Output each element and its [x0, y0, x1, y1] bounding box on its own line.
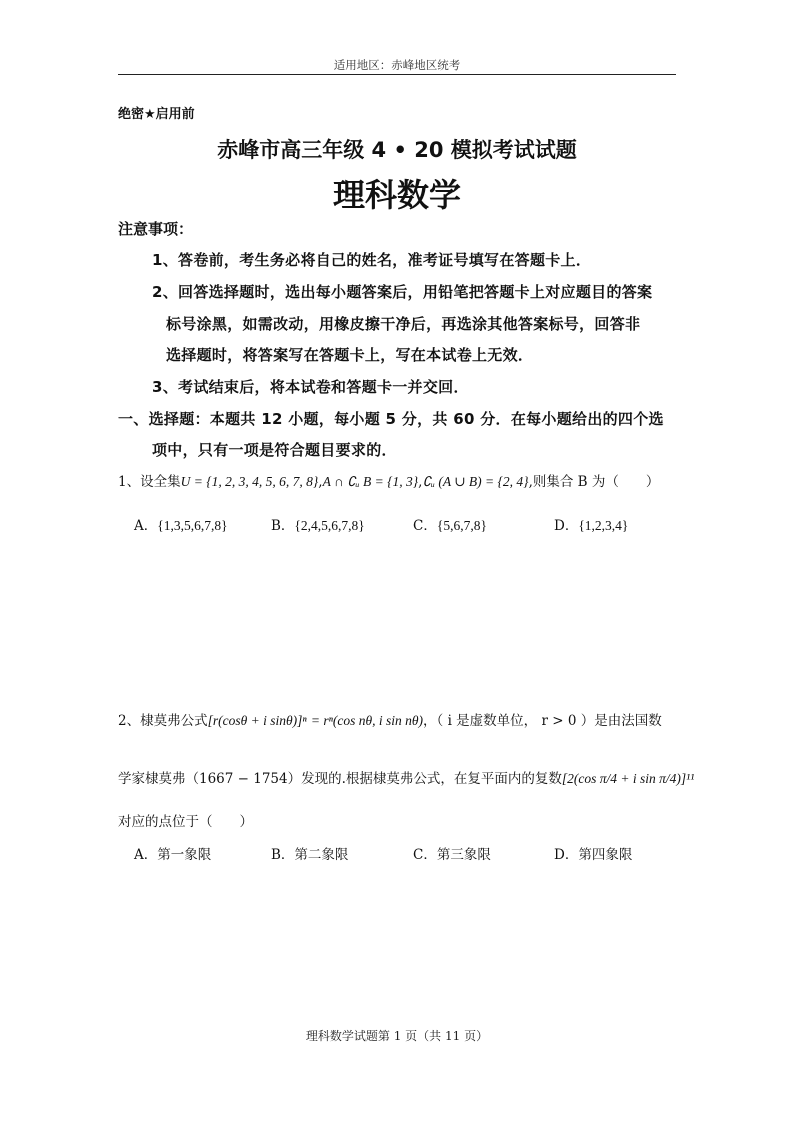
subject-title: 理科数学 [332, 176, 461, 214]
notice-line-3: 标号涂黑，如需改动，用橡皮擦干净后，再选涂其他答案标号，回答非 [166, 315, 641, 333]
notice-line-2: 2、回答选择题时，选出每小题答案后，用铅笔把答题卡上对应题目的答案 [152, 283, 653, 301]
question-1-condition-2: ∁ᵤ (A ∪ B) = {2, 4} [422, 474, 529, 489]
question-2-option-c[interactable]: C．第三象限 [413, 847, 491, 863]
exam-title: 赤峰市高三年级 4 • 20 模拟考试试题 [217, 138, 577, 162]
question-1-option-d[interactable]: D．{1,2,3,4} [554, 518, 629, 534]
complex-number-expression: [2(cos π/4 + i sin π/4)]¹¹ [561, 771, 695, 786]
question-2-prefix: 2、棣莫弗公式 [118, 713, 208, 729]
de-moivre-formula-lhs: [r(cosθ + i sinθ)]ⁿ [207, 713, 307, 728]
question-1-option-c[interactable]: C．{5,6,7,8} [413, 518, 487, 534]
section-heading-line-1: 一、选择题：本题共 12 小题，每小题 5 分，共 60 分．在每小题给出的四个选 [118, 410, 664, 428]
question-1-universal-set: U = {1, 2, 3, 4, 5, 6, 7, 8} [180, 474, 319, 489]
question-2-note: ，（ i 是虚数单位， r > 0 ）是由法国数 [423, 713, 662, 729]
question-2-option-a[interactable]: A．第一象限 [134, 847, 212, 863]
question-2-stem-line-1 [118, 709, 662, 729]
question-1-stem: 1、设全集U = {1, 2, 3, 4, 5, 6, 7, 8},A ∩ ∁ᵤ B = {1, 3},∁ᵤ (A ∪ B) = {2, 4},则集合 B 为（ ） [118, 474, 660, 490]
notice-heading: 注意事项： [118, 220, 194, 238]
question-1-option-a[interactable]: A．{1,3,5,6,7,8} [134, 518, 228, 534]
secret-label: 绝密★启用前 [118, 107, 195, 122]
header-divider [118, 74, 676, 75]
question-1-option-b[interactable]: B．{2,4,5,6,7,8} [271, 518, 365, 534]
notice-line-1: 1、答卷前，考生务必将自己的姓名，准考证号填写在答题卡上． [152, 251, 592, 269]
question-2-option-b[interactable]: B．第二象限 [271, 847, 349, 863]
question-1-tail: ,则集合 B 为（ ） [528, 474, 660, 490]
question-2-stem-line-2 [118, 767, 694, 787]
question-1-prefix: 1、设全集 [118, 474, 181, 490]
de-moivre-formula-rhs: = rⁿ(cos nθ, i sin nθ) [310, 713, 424, 728]
notice-line-4: 选择题时，将答案写在答题卡上，写在本试卷上无效． [166, 346, 534, 364]
page-footer: 理科数学试题第 1 页（共 11 页） [305, 1029, 489, 1043]
notice-line-5: 3、考试结束后，将本试卷和答题卡一并交回． [152, 378, 469, 396]
question-2-line2-prefix: 学家棣莫弗（1667 − 1754）发现的.根据棣莫弗公式，在复平面内的复数 [118, 771, 562, 787]
question-2-option-d[interactable]: D．第四象限 [554, 847, 633, 863]
question-1-condition-1: A ∩ ∁ᵤ B = {1, 3} [322, 474, 419, 489]
section-heading-line-2: 项中，只有一项是符合题目要求的． [152, 441, 397, 459]
question-2-stem-line-3: 对应的点位于（ ） [118, 814, 253, 830]
page-header: 适用地区：赤峰地区统考 [333, 58, 461, 72]
